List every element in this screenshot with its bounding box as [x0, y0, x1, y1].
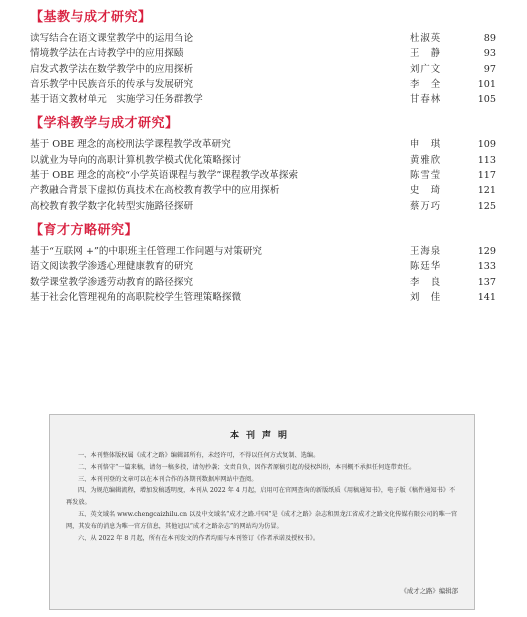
section-title: 【育才方略研究】 [30, 222, 139, 238]
section-subject-teaching [30, 114, 496, 213]
notice-item: 一、本刊整体版权属《成才之路》编辑部所有，未经许可，不得以任何方式复制、选编。 [78, 452, 320, 459]
section-title: 【基教与成才研究】 [30, 10, 152, 25]
toc-entry[interactable]: 高校教育教学数字化转型实施路径探研 蔡万巧 125 [30, 200, 496, 212]
toc-entry[interactable]: 读写结合在语文课堂教学中的运用刍论 杜淑英 89 [30, 33, 496, 44]
toc-entry[interactable]: 基于 OBE 理念的高校刑法学课程教学改革研究 申 琪 109 [30, 139, 496, 151]
section-basic-education [30, 8, 496, 107]
table-of-contents [30, 8, 496, 312]
toc-entry[interactable]: 数学课堂教学渗透劳动教育的路径探究 李 良 137 [30, 276, 496, 288]
notice-item: 六、从 2022 年 8 月起，所有在本刊发文的作者均需与本刊签订《作者承诺及授权书》。 [78, 534, 320, 542]
toc-entry[interactable]: 以就业为导向的高职计算机教学模式优化策略探讨 黄雅欣 113 [30, 154, 496, 166]
toc-entry[interactable]: 音乐教学中民族音乐的传承与发展研究 李 全 101 [30, 78, 496, 90]
toc-entry[interactable]: 基于“互联网 +”的中职班主任管理工作问题与对策研究 王海泉 129 [30, 245, 496, 257]
section-title: 【学科教学与成才研究】 [30, 116, 179, 132]
toc-entry[interactable]: 启发式教学法在数学教学中的应用探析 刘广文 97 [30, 63, 496, 75]
notice-item: 三、本刊刊登的文章可以在本刊合作的各期刊数据库网站中查阅。 [78, 475, 258, 483]
notice-title: 本刊声明 [229, 431, 294, 441]
toc-entry[interactable]: 基于语文教材单元 实施学习任务群教学 甘春林 105 [30, 94, 496, 106]
notice-items [66, 450, 458, 544]
notice-item: 四、为规范编辑流程，增加发稿透明度，本刊从 2022 年 4 月起，启用可在官网查询的新版纸质《用稿通知书》，电子版《稿件通知书》不再发放。 [66, 487, 456, 507]
toc-entry[interactable]: 语文阅读教学渗透心理健康教育的研究 陈廷华 133 [30, 261, 496, 273]
section-talent-strategy [30, 221, 496, 305]
toc-entry[interactable]: 基于 OBE 理念的高校“小学英语课程与教学”课程教学改革探索 陈雪莹 117 [30, 170, 496, 182]
notice-box [49, 414, 475, 610]
toc-entry[interactable]: 产教融合背景下虚拟仿真技术在高校教育教学中的应用探析 史 琦 121 [30, 185, 496, 197]
toc-entry[interactable]: 情境教学法在古诗教学中的应用探赜 王 静 93 [30, 48, 496, 60]
notice-signoff: 《成才之路》编辑部 [400, 587, 458, 595]
notice-item: 五、英文域名 www.chengcaizhilu.cn 以及中文域名“成才之路.中国”是《成才之路》杂志和黑龙江省成才之路文化传媒有限公司的唯一官网，其发布的消息为唯一官方信息，其他冠以“成才之路杂志”的网站均为仿冒。 [66, 510, 458, 530]
notice-item: 二、本刊恪守“一篇来稿，请勿一稿多投，请勿抄袭；文责自负，因作者原稿引起的侵权纠纷，本刊概不承担任何连带责任。 [78, 463, 416, 471]
toc-entry[interactable]: 基于社会化管理视角的高职院校学生管理策略探微 刘 佳 141 [30, 291, 496, 303]
